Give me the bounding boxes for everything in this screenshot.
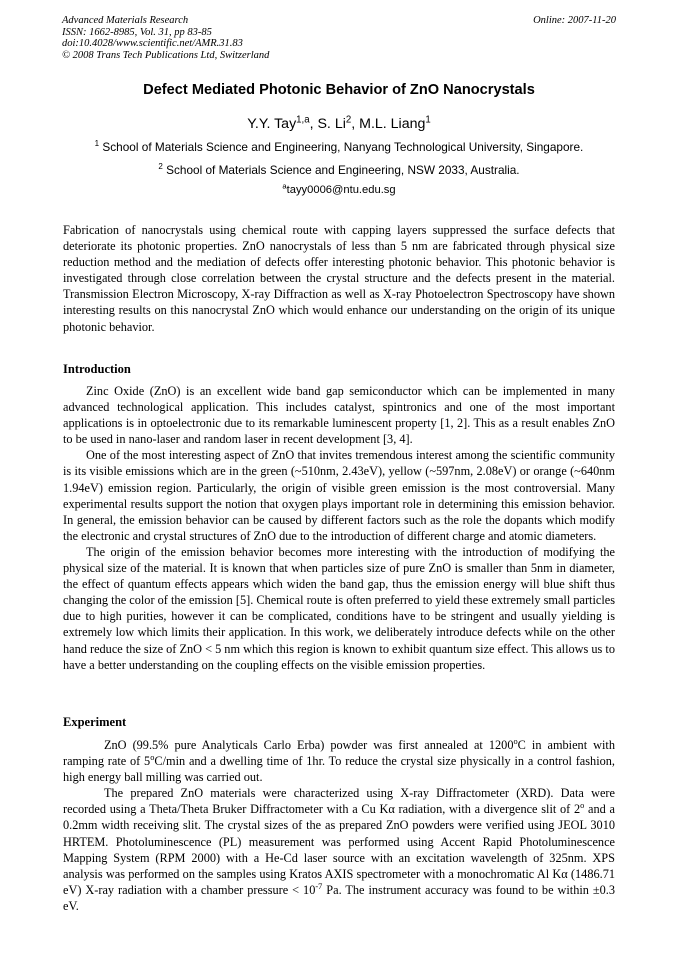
superscript: o bbox=[150, 753, 155, 762]
superscript: -7 bbox=[315, 881, 323, 891]
superscript: o bbox=[513, 736, 518, 746]
text-run: C in ambient with ramping rate of 5 bbox=[63, 738, 615, 769]
text-run: ZnO (99.5% pure Analyticals Carlo Erba) powder was first annealed at 1200 bbox=[104, 738, 514, 752]
text-run: and a 0.2mm width receiving slit. The crystal sizes of the as prepared ZnO powders were verified using JEOL 3010 HRTEM. Photoluminescence (PL) measurement was performed using Accent Rapid Photoluminescence Mapping System (RPM 2000) with a He-Cd laser source with an excitation wavelength of 325nm. XPS analysis was performed on the samples using Kratos AXIS spectrometer with a monochromatic Al Kα (1486.71 eV) X-ray radiation with a chamber pressure < 10 bbox=[63, 802, 615, 897]
journal-header bbox=[62, 15, 616, 61]
affiliation-2 bbox=[0, 163, 678, 177]
email-mark: a bbox=[282, 181, 287, 191]
affiliation-text: School of Materials Science and Engineering, Nanyang Technological University, Singapore. bbox=[99, 140, 584, 154]
experiment-section bbox=[63, 737, 615, 914]
affiliation-number: 1 bbox=[94, 139, 100, 149]
text-run: C/min and a dwelling time of 1hr. To reduce the crystal size physically in a control fashion, high energy ball milling was carried out. bbox=[63, 754, 615, 785]
email-address: tayy0006@ntu.edu.sg bbox=[286, 184, 396, 196]
copyright-line: © 2008 Trans Tech Publications Ltd, Switzerland bbox=[62, 49, 270, 61]
author-separator: , bbox=[351, 116, 360, 132]
introduction-section bbox=[63, 383, 615, 673]
paragraph: Zinc Oxide (ZnO) is an excellent wide band gap semiconductor which can be implemented in many advanced technological application. This includes catalyst, spintronics and one of the most important applications is in optoelectronic due to its remarkable luminescent property [1, 2]. This as a result enables ZnO to be used in nano-laser and random laser in recent development [3, 4]. bbox=[63, 384, 615, 447]
affiliation-1 bbox=[0, 140, 678, 154]
paragraph bbox=[63, 737, 615, 785]
doi-line: doi:10.4028/www.scientific.net/AMR.31.83 bbox=[62, 38, 243, 49]
author-name: M.L. Liang bbox=[359, 116, 426, 132]
paragraph bbox=[63, 785, 615, 914]
author-affiliation-mark: 1 bbox=[425, 114, 431, 126]
superscript: o bbox=[580, 801, 585, 811]
author-email bbox=[0, 181, 678, 196]
online-date: Online: 2007-11-20 bbox=[533, 15, 616, 26]
author-affiliation-mark: 2 bbox=[345, 114, 352, 126]
author-separator: , bbox=[309, 116, 318, 132]
paper-title: Defect Mediated Photonic Behavior of ZnO Nanocrystals bbox=[143, 82, 535, 98]
affiliation-text: School of Materials Science and Engineering, NSW 2033, Australia. bbox=[162, 163, 520, 177]
paragraph: One of the most interesting aspect of ZnO that invites tremendous interest among the scientific community is its visible emissions which are in the green (~510nm, 2.43eV), yellow (~597nm, 2.08eV) or orange (~640nm 1.94eV) emission region. Particularly, the origin of visible green emission is the most controversial. Many experimental results support the notion that oxygen plays important role in determining this emission behavior. In general, the emission behavior can be caused by different factors such as the role the dopants which modify the electronic and crystal structures of ZnO due to the introduction of different charge and atomic diameters. bbox=[63, 448, 615, 543]
author-name: Y.Y. Tay bbox=[247, 116, 297, 132]
affiliation-number: 2 bbox=[158, 162, 163, 172]
paragraph: The origin of the emission behavior becomes more interesting with the introduction of modifying the physical size of the material. It is known that when particles size of pure ZnO is smaller than 5nm in diameter, the effect of quantum effects appears which widen the band gap, thus the emission energy will blue shift thus changing the color of the emission [5]. Chemical route is often preferred to yield these extremely small particles due to high purities, however it can be complicated, conditions have to be stringent and usually yielding is extremely low which limits their application. In this work, we deliberately introduce defects while on the other hand reduce the size of ZnO < 5 nm which this region is known to exhibit quantum size effect. This allows us to have a better understanding on the coupling effects on the visible emission properties. bbox=[63, 544, 615, 672]
section-heading-experiment: Experiment bbox=[63, 715, 127, 729]
journal-name: Advanced Materials Research bbox=[62, 15, 189, 26]
issn-line: ISSN: 1662-8985, Vol. 31, pp 83-85 bbox=[62, 26, 212, 38]
text-run: The prepared ZnO materials were characterized using X-ray Diffractometer (XRD). Data were recorded using a Theta/Theta Bruker Diffractometer with a Cu Kα radiation, with a divergence slit of 2 bbox=[63, 786, 615, 817]
author-affiliation-mark: 1,a bbox=[296, 114, 310, 126]
text-run: Pa. The instrument accuracy was found to be within ±0.3 eV. bbox=[63, 882, 616, 913]
author-name: S. Li bbox=[317, 116, 346, 132]
section-heading-introduction: Introduction bbox=[63, 362, 131, 376]
abstract bbox=[63, 222, 615, 335]
author-list bbox=[0, 116, 678, 132]
abstract-text: Fabrication of nanocrystals using chemical route with capping layers suppressed the surface defects that deteriorate its photonic properties. ZnO nanocrystals of less than 5 nm are fabricated through physical size reduction method and the mediation of defects offer interesting photonic behavior. This photonic behavior is investigated through close correlation between the crystal structure and the defects present in the material. Transmission Electron Microscopy, X-ray Diffraction as well as X-ray Photoelectron Spectroscopy have shown interesting results on this nanocrystal ZnO which would enhance our understanding on the origin of its unique photonic behavior. bbox=[63, 223, 615, 334]
